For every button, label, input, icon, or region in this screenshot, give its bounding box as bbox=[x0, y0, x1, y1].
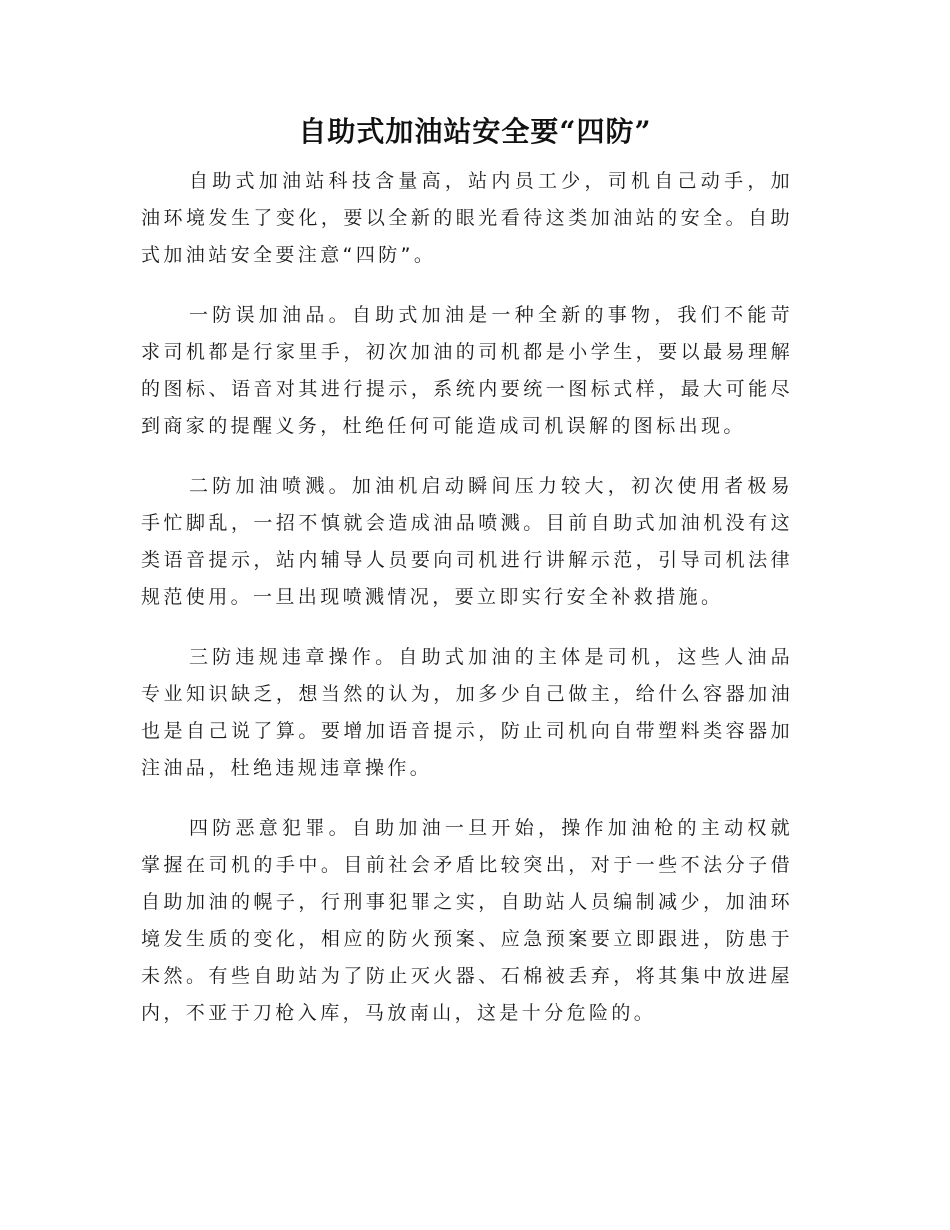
paragraph-prevent-violations: 三防违规违章操作。自助式加油的主体是司机，这些人油品专业知识缺乏，想当然的认为，加多少自己做主，给什么容器加油也是自己说了算。要增加语音提示，防止司机向自带塑料类容器加注油品，杜绝违规违章操作。 bbox=[141, 646, 793, 779]
paragraph-prevent-wrong-fuel: 一防误加油品。自助式加油是一种全新的事物，我们不能苛求司机都是行家里手，初次加油的司机都是小学生，要以最易理解的图标、语音对其进行提示，系统内要统一图标式样，最大可能尽到商家的提醒义务，杜绝任何可能造成司机误解的图标出现。 bbox=[141, 304, 793, 437]
paragraph-intro: 自助式加油站科技含量高，站内员工少，司机自己动手，加油环境发生了变化，要以全新的眼光看待这类加油站的安全。自助式加油站安全要注意“四防”。 bbox=[141, 170, 793, 266]
paragraph-prevent-crime: 四防恶意犯罪。自助加油一旦开始，操作加油枪的主动权就掌握在司机的手中。目前社会矛盾比较突出，对于一些不法分子借自助加油的幌子，行刑事犯罪之实，自助站人员编制减少，加油环境发生质的变化，相应的防火预案、应急预案要立即跟进，防患于未然。有些自助站为了防止灭火器、石棉被丢弃，将其集中放进屋内，不亚于刀枪入库，马放南山，这是十分危险的。 bbox=[141, 817, 793, 1024]
document-body bbox=[141, 163, 793, 1055]
document-title: 自助式加油站安全要“四防” bbox=[298, 115, 652, 148]
paragraph-prevent-fuel-splash: 二防加油喷溅。加油机启动瞬间压力较大，初次使用者极易手忙脚乱，一招不慎就会造成油品喷溅。目前自助式加油机没有这类语音提示，站内辅导人员要向司机进行讲解示范，引导司机法律规范使用。一旦出现喷溅情况，要立即实行安全补救措施。 bbox=[141, 475, 793, 608]
